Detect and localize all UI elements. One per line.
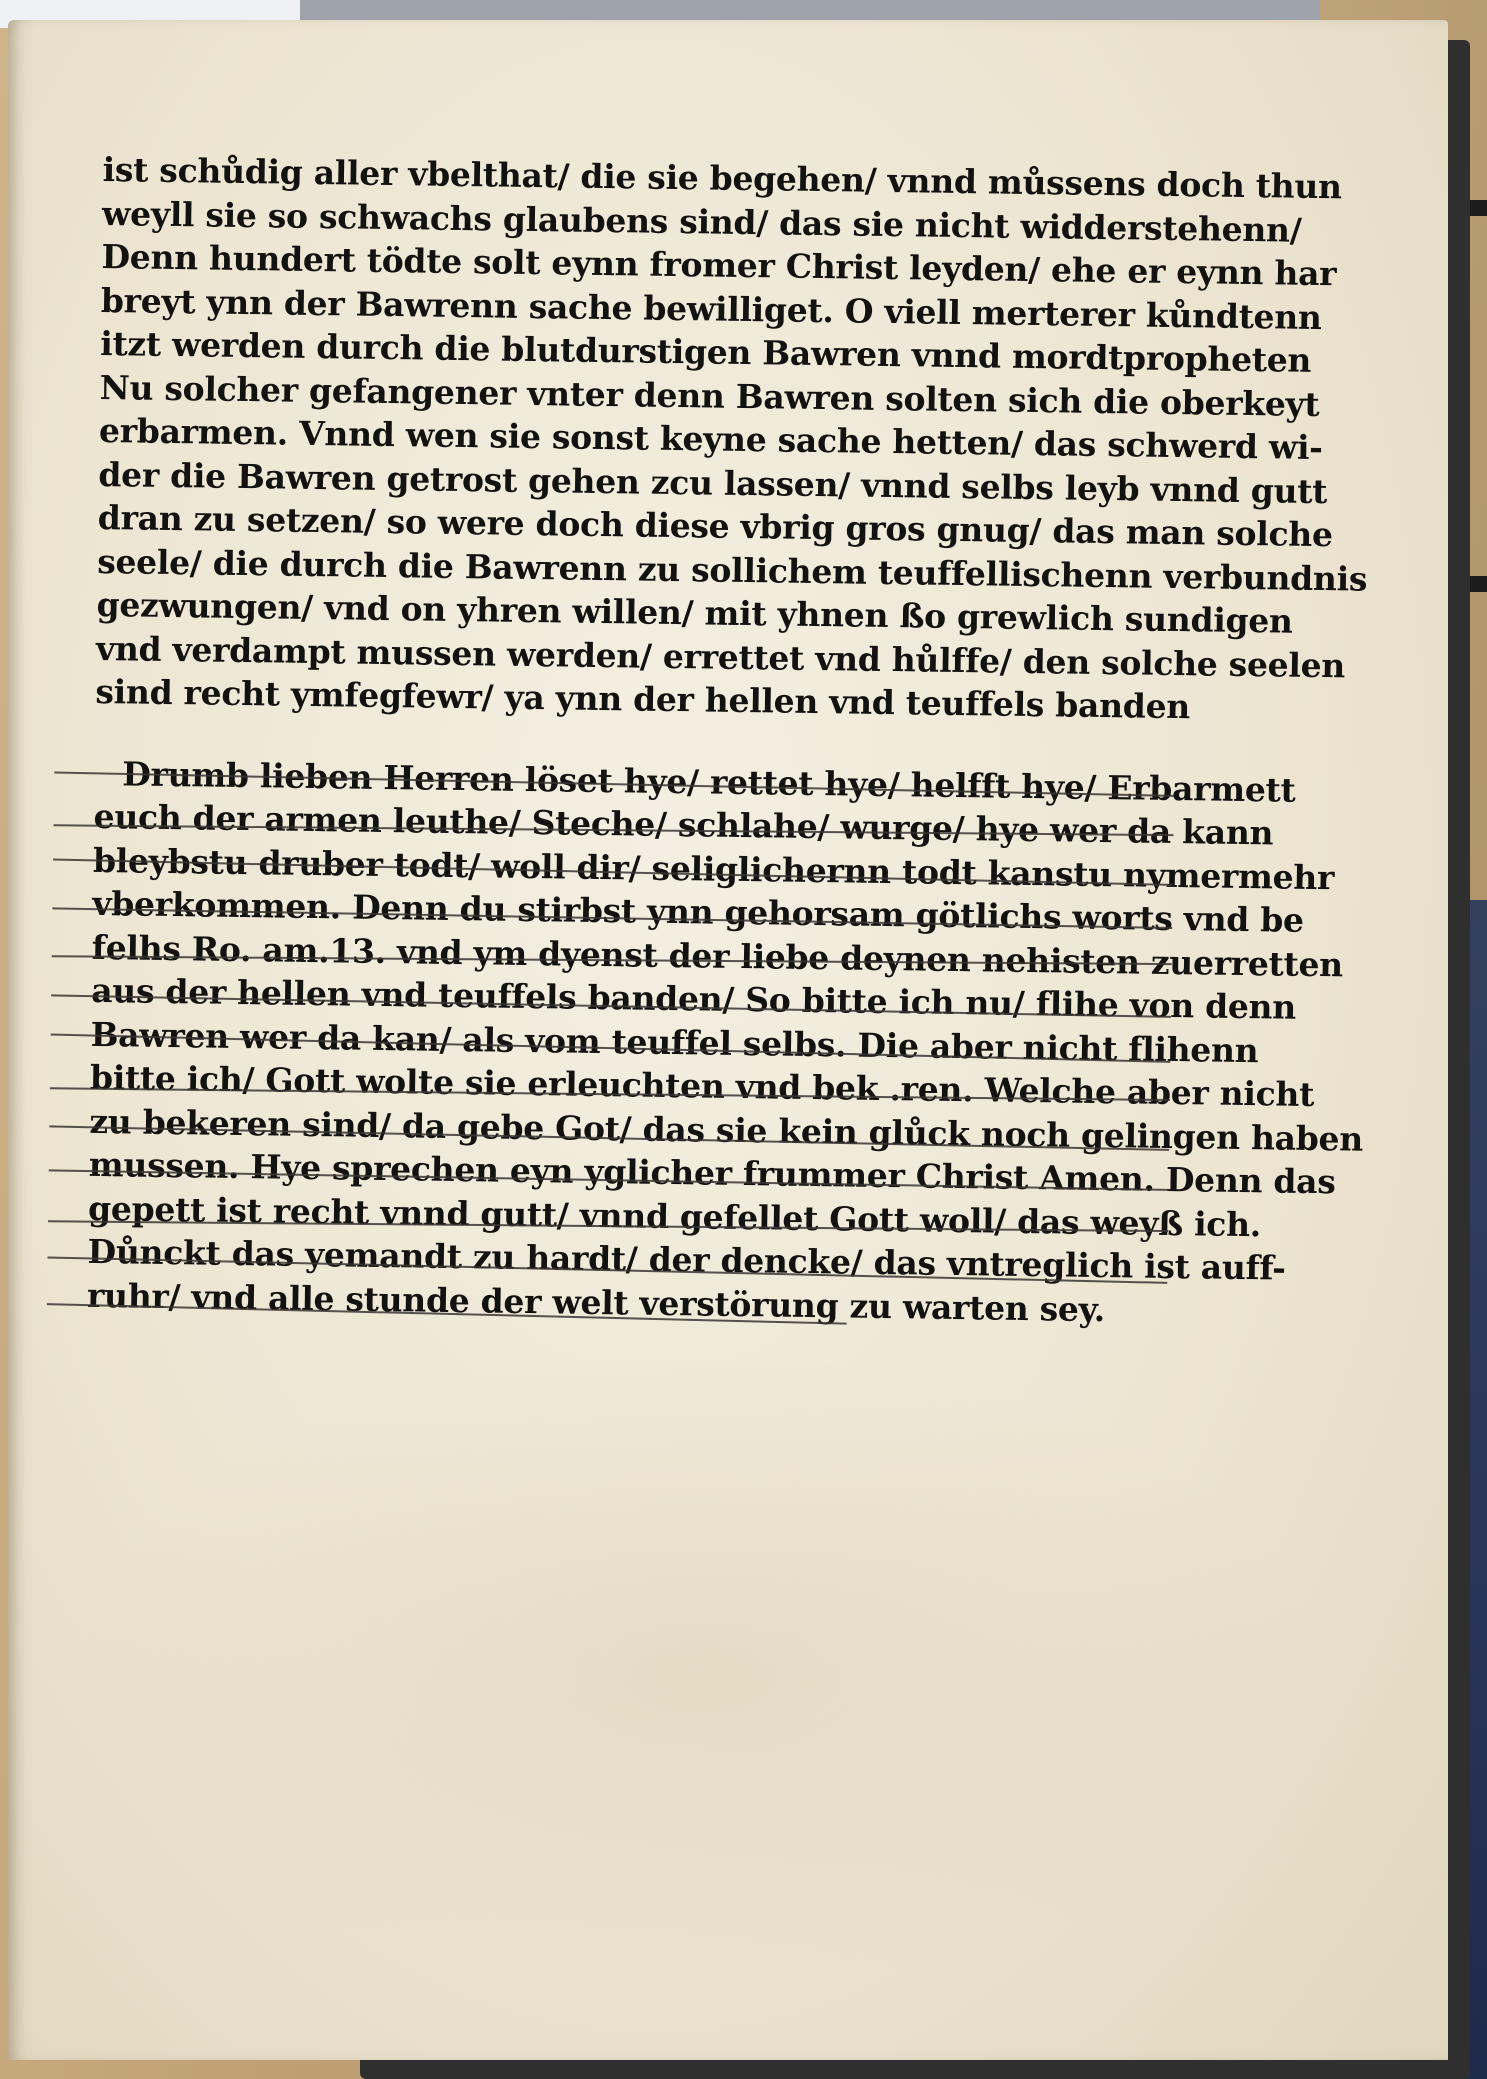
text-line: erbarmen. Vnnd wen sie sonst keyne sache hetten/ das schwerd wi- bbox=[98, 410, 1323, 468]
text-line: ist schůdig aller vbelthat/ die sie begehen/ vnnd můssens doch thun bbox=[102, 149, 1343, 207]
text-line: Bawren wer da kan/ als vom teuffel selbs. Die aber nicht flihenn bbox=[90, 1014, 1259, 1070]
text-line: gezwungen/ vnd on yhren willen/ mit yhnen ßo grewlich sundigen bbox=[96, 584, 1293, 641]
text-line: felhs Ro. am.13. vnd ym dyenst der liebe deynen nehisten zuerretten bbox=[91, 927, 1344, 984]
text-line: mussen. Hye sprechen eyn yglicher frummer Christ Amen. Denn das bbox=[88, 1144, 1336, 1202]
text-line: itzt werden durch die blutdurstigen Bawren vnnd mordtpropheten bbox=[99, 323, 1312, 380]
text-line: weyll sie so schwachs glaubens sind/ das sie nicht widderstehenn/ bbox=[101, 193, 1302, 250]
text-line: sind recht ymfegfewr/ ya ynn der hellen vnd teuffels banden bbox=[95, 671, 1191, 727]
text-line: Důnckt das yemandt zu hardt/ der dencke/ das vntreglich ist auff- bbox=[87, 1231, 1286, 1288]
text-line: zu bekeren sind/ da gebe Got/ das sie kein glůck noch gelingen haben bbox=[89, 1101, 1364, 1159]
text-line: der die Bawren getrost gehen zcu lassen/ vnnd selbs leyb vnnd gutt bbox=[98, 454, 1328, 511]
paragraph-2 bbox=[86, 751, 1364, 1332]
text-line: Nu solcher gefangener vnter denn Bawren solten sich die oberkeyt bbox=[99, 367, 1320, 424]
text-line: vnd verdampt mussen werden/ errettet vnd hůlffe/ den solche seelen bbox=[95, 628, 1346, 685]
text-line: Denn hundert tödte solt eynn fromer Christ leyden/ ehe er eynn har bbox=[101, 236, 1337, 294]
text-line: aus der hellen vnd teuffels banden/ So bitte ich nu/ flihe von denn bbox=[90, 970, 1297, 1027]
text-line: bitte ich/ Gott wolte sie erleuchten vnd bek .ren. Welche aber nicht bbox=[89, 1057, 1315, 1114]
text-line: breyt ynn der Bawrenn sache bewilliget. O viell merterer kůndtenn bbox=[100, 280, 1322, 337]
text-line: dran zu setzen/ so were doch diese vbrig gros gnug/ das man solche bbox=[97, 497, 1333, 555]
text-line: gepett ist recht vnnd gutt/ vnnd gefellet Gott woll/ das weyß ich. bbox=[87, 1188, 1262, 1244]
text-line: euch der armen leuthe/ Steche/ schlahe/ wurge/ hye wer da kann bbox=[93, 796, 1274, 853]
text-line: Drumb lieben Herren löset hye/ rettet hye/ helfft hye/ Erbarmett bbox=[121, 753, 1296, 810]
book-page bbox=[8, 20, 1448, 2060]
text-line: bleybstu druber todt/ woll dir/ seliglichernn todt kanstu nymermehr bbox=[92, 840, 1335, 897]
text-line: ruhr/ vnd alle stunde der welt verstörung zu warten sey. bbox=[86, 1275, 1106, 1329]
text-line: seele/ die durch die Bawrenn zu sollichem teuffellischenn verbundnis bbox=[96, 541, 1368, 599]
text-line: vberkommen. Denn du stirbst ynn gehorsam götlichs worts vnd be bbox=[92, 883, 1305, 940]
page-text bbox=[86, 148, 1368, 1332]
paragraph-1 bbox=[95, 148, 1368, 729]
